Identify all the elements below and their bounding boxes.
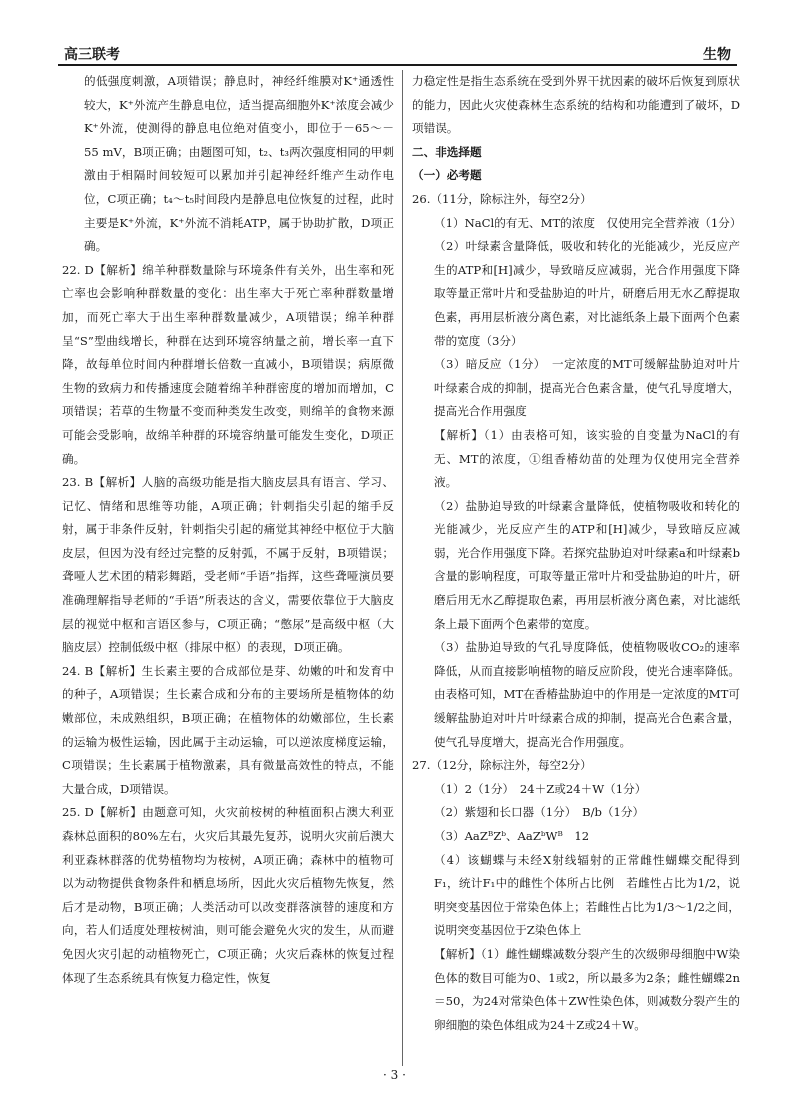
column-divider xyxy=(402,70,403,1066)
q26-part-2: （2）叶绿素含量降低，吸收和转化的光能减少，光反应产生的ATP和[H]减少，导致暗反应减弱，光合作用强度下降 取等量正常叶片和受盐胁迫的叶片，研磨后用无水乙醇提取色素，再用层析液分离色素，对比滤纸条上最下面两个色素带的宽度（3分） xyxy=(434,239,752,348)
page-number: · 3 · xyxy=(383,1068,406,1082)
q27-part-4: （4）该蝴蝶与未经X射线辐射的正常雌性蝴蝶交配得到F₁，统计F₁中的雌性个体所占比例 若雌性占比为1/2，说明突变基因位于常染色体上；若雌性占比为1/3～1/2之间，说明突变基因位于Z染色体上 xyxy=(434,852,740,938)
header-exam-title: 高三联考 xyxy=(64,47,120,63)
q27-part-2: （2）紫翅和长口器（1分） B/b（1分） xyxy=(434,805,645,820)
answer-22: 22. D【解析】绵羊种群数量除与环境条件有关外，出生率和死亡率也会影响种群数量的变化：出生率大于死亡率种群数量增加，而死亡率大于出生率种群数量减少，A项错误；绵羊种群呈“S”型曲线增长，种群在达到环境容纳量之前，增长率一直下降，故每单位时间内种群增长倍数一直减小，B项错误；病原微生物的致病力和传播速度会随着绵羊种群密度的增加而增加，C项错误；若草的生物量不变而种类发生改变，则绵羊的食物来源可能会受影响，故绵羊种群的环境容纳量可能发生变化，D项正确。 xyxy=(62,262,394,466)
answer-23: 23. B【解析】人脑的高级功能是指大脑皮层具有语言、学习、记忆、情绪和思维等功能，A项正确；针刺指尖引起的缩手反射，属于非条件反射，针刺指尖引起的痛觉其神经中枢位于大脑皮层，但因为没有经过完整的反射弧，不属于反射，B项错误；聋哑人艺术团的精彩舞蹈，受老师“手语”指挥，这些聋哑演员要准确理解指导老师的“手语”所表达的含义，需要依靠位于大脑皮层的视觉中枢和言语区参与，C项正确；“憋尿”是高级中枢（大脑皮层）控制低级中枢（排尿中枢）的表现，D项正确。 xyxy=(62,475,394,655)
subsection-heading: （一）必考题 xyxy=(412,168,482,183)
right-column xyxy=(412,70,752,1037)
q27-part-1: （1）2（1分） 24＋Z或24＋W（1分） xyxy=(434,781,647,796)
q26-part-1: （1）NaCl的有无、MT的浓度 仅使用完全营养液（1分） xyxy=(434,215,742,230)
section-heading: 二、非选择题 xyxy=(412,144,482,159)
left-column xyxy=(62,70,394,990)
answer-25: 25. D【解析】由题意可知，火灾前桉树的种植面积占澳大利亚森林总面积的80%左右，火灾后其最先复苏，说明火灾前后澳大利亚森林群落的优势植物均为桉树，A项正确；森林中的植物可以为动物提供食物条件和栖息场所，因此火灾后植物先恢复，然后才是动物，B项正确；人类活动可以改变群落演替的速度和方向，若人们适度处理桉树油，则可能会避免火灾的发生，从而避免因火灾引起的动植物死亡，C项正确；火灾后森林的恢复过程体现了生态系统具有恢复力稳定性，恢复 xyxy=(62,805,394,985)
header-subject: 生物 xyxy=(703,47,731,63)
q26-analysis-3: （3）盐胁迫导致的气孔导度降低，使植物吸收CO₂的速率降低，从而直接影响植物的暗反应阶段，使光合速率降低。由表格可知，MT在香椿盐胁迫中的作用是一定浓度的MT可缓解盐胁迫对叶片叶绿素合成的抑制，提高光合色素含量，使气孔导度增大，提高光合作用强度。 xyxy=(434,640,740,749)
answer-25-continued: 力稳定性是指生态系统在受到外界干扰因素的破坏后恢复到原状的能力，因此火灾使森林生态系统的结构和功能遭到了破坏，D项错误。 xyxy=(412,74,740,136)
q26-part-3: （3）暗反应（1分） 一定浓度的MT可缓解盐胁迫对叶片叶绿素合成的抑制，提高光合色素含量，使气孔导度增大，提高光合作用强度 xyxy=(434,357,740,419)
q27-part-3: （3）AaZᴮZᵇ、AaZᵇWᴮ 12 xyxy=(434,829,590,843)
question-27-header: 27.（12分，除标注外，每空2分） xyxy=(412,758,592,773)
page-header xyxy=(58,44,737,66)
answer-24: 24. B【解析】生长素主要的合成部位是芽、幼嫩的叶和发育中的种子，A项错误；生长素合成和分布的主要场所是植物体的幼嫩部位，未成熟组织，B项正确；在植物体的幼嫩部位，生长素的运输为极性运输，因此属于主动运输，可以逆浓度梯度运输，C项错误；生长素属于植物激素，具有微量高效性的特点，不能大量合成，D项错误。 xyxy=(62,663,394,796)
q27-analysis-1: 【解析】（1）雌性蝴蝶减数分裂产生的次级卵母细胞中W染色体的数目可能为0、1或2，所以最多为2条；雌性蝴蝶2n＝50，为24对常染色体＋ZW性染色体，则减数分裂产生的卵细胞的染色体组成为24＋Z或24＋W。 xyxy=(434,946,740,1032)
answer-21-continued: 的低强度刺激，A项错误；静息时，神经纤维膜对K⁺通透性较大，K⁺外流产生静息电位，适当提高细胞外K⁺浓度会减少K⁺外流，使测得的静息电位绝对值变小，即位于－65～－55 mV，B项正确；由题图可知，t₂、t₃两次强度相同的甲刺激由于相隔时间较短可以累加并引起神经纤维产生动作电位，C项正确；t₄～t₅时间段内是静息电位恢复的过程，此时主要是K⁺外流，K⁺外流不消耗ATP，属于协助扩散，D项正确。 xyxy=(84,74,394,254)
header-rule xyxy=(58,64,737,66)
q26-analysis-2: （2）盐胁迫导致的叶绿素含量降低，使植物吸收和转化的光能减少，光反应产生的ATP和[H]减少，导致暗反应减弱，光合作用强度下降。若探究盐胁迫对叶绿素a和叶绿素b含量的影响程度，可取等量正常叶片和受盐胁迫的叶片，研磨后用无水乙醇提取色素，再用层析液分离色素，对比滤纸条上最下面两个色素带的宽度。 xyxy=(434,498,740,631)
q26-analysis-1: 【解析】（1）由表格可知，该实验的自变量为NaCl的有无、MT的浓度，①组香椿幼苗的处理为仅使用完全营养液。 xyxy=(434,427,740,490)
question-26-header: 26.（11分，除标注外，每空2分） xyxy=(412,191,592,206)
